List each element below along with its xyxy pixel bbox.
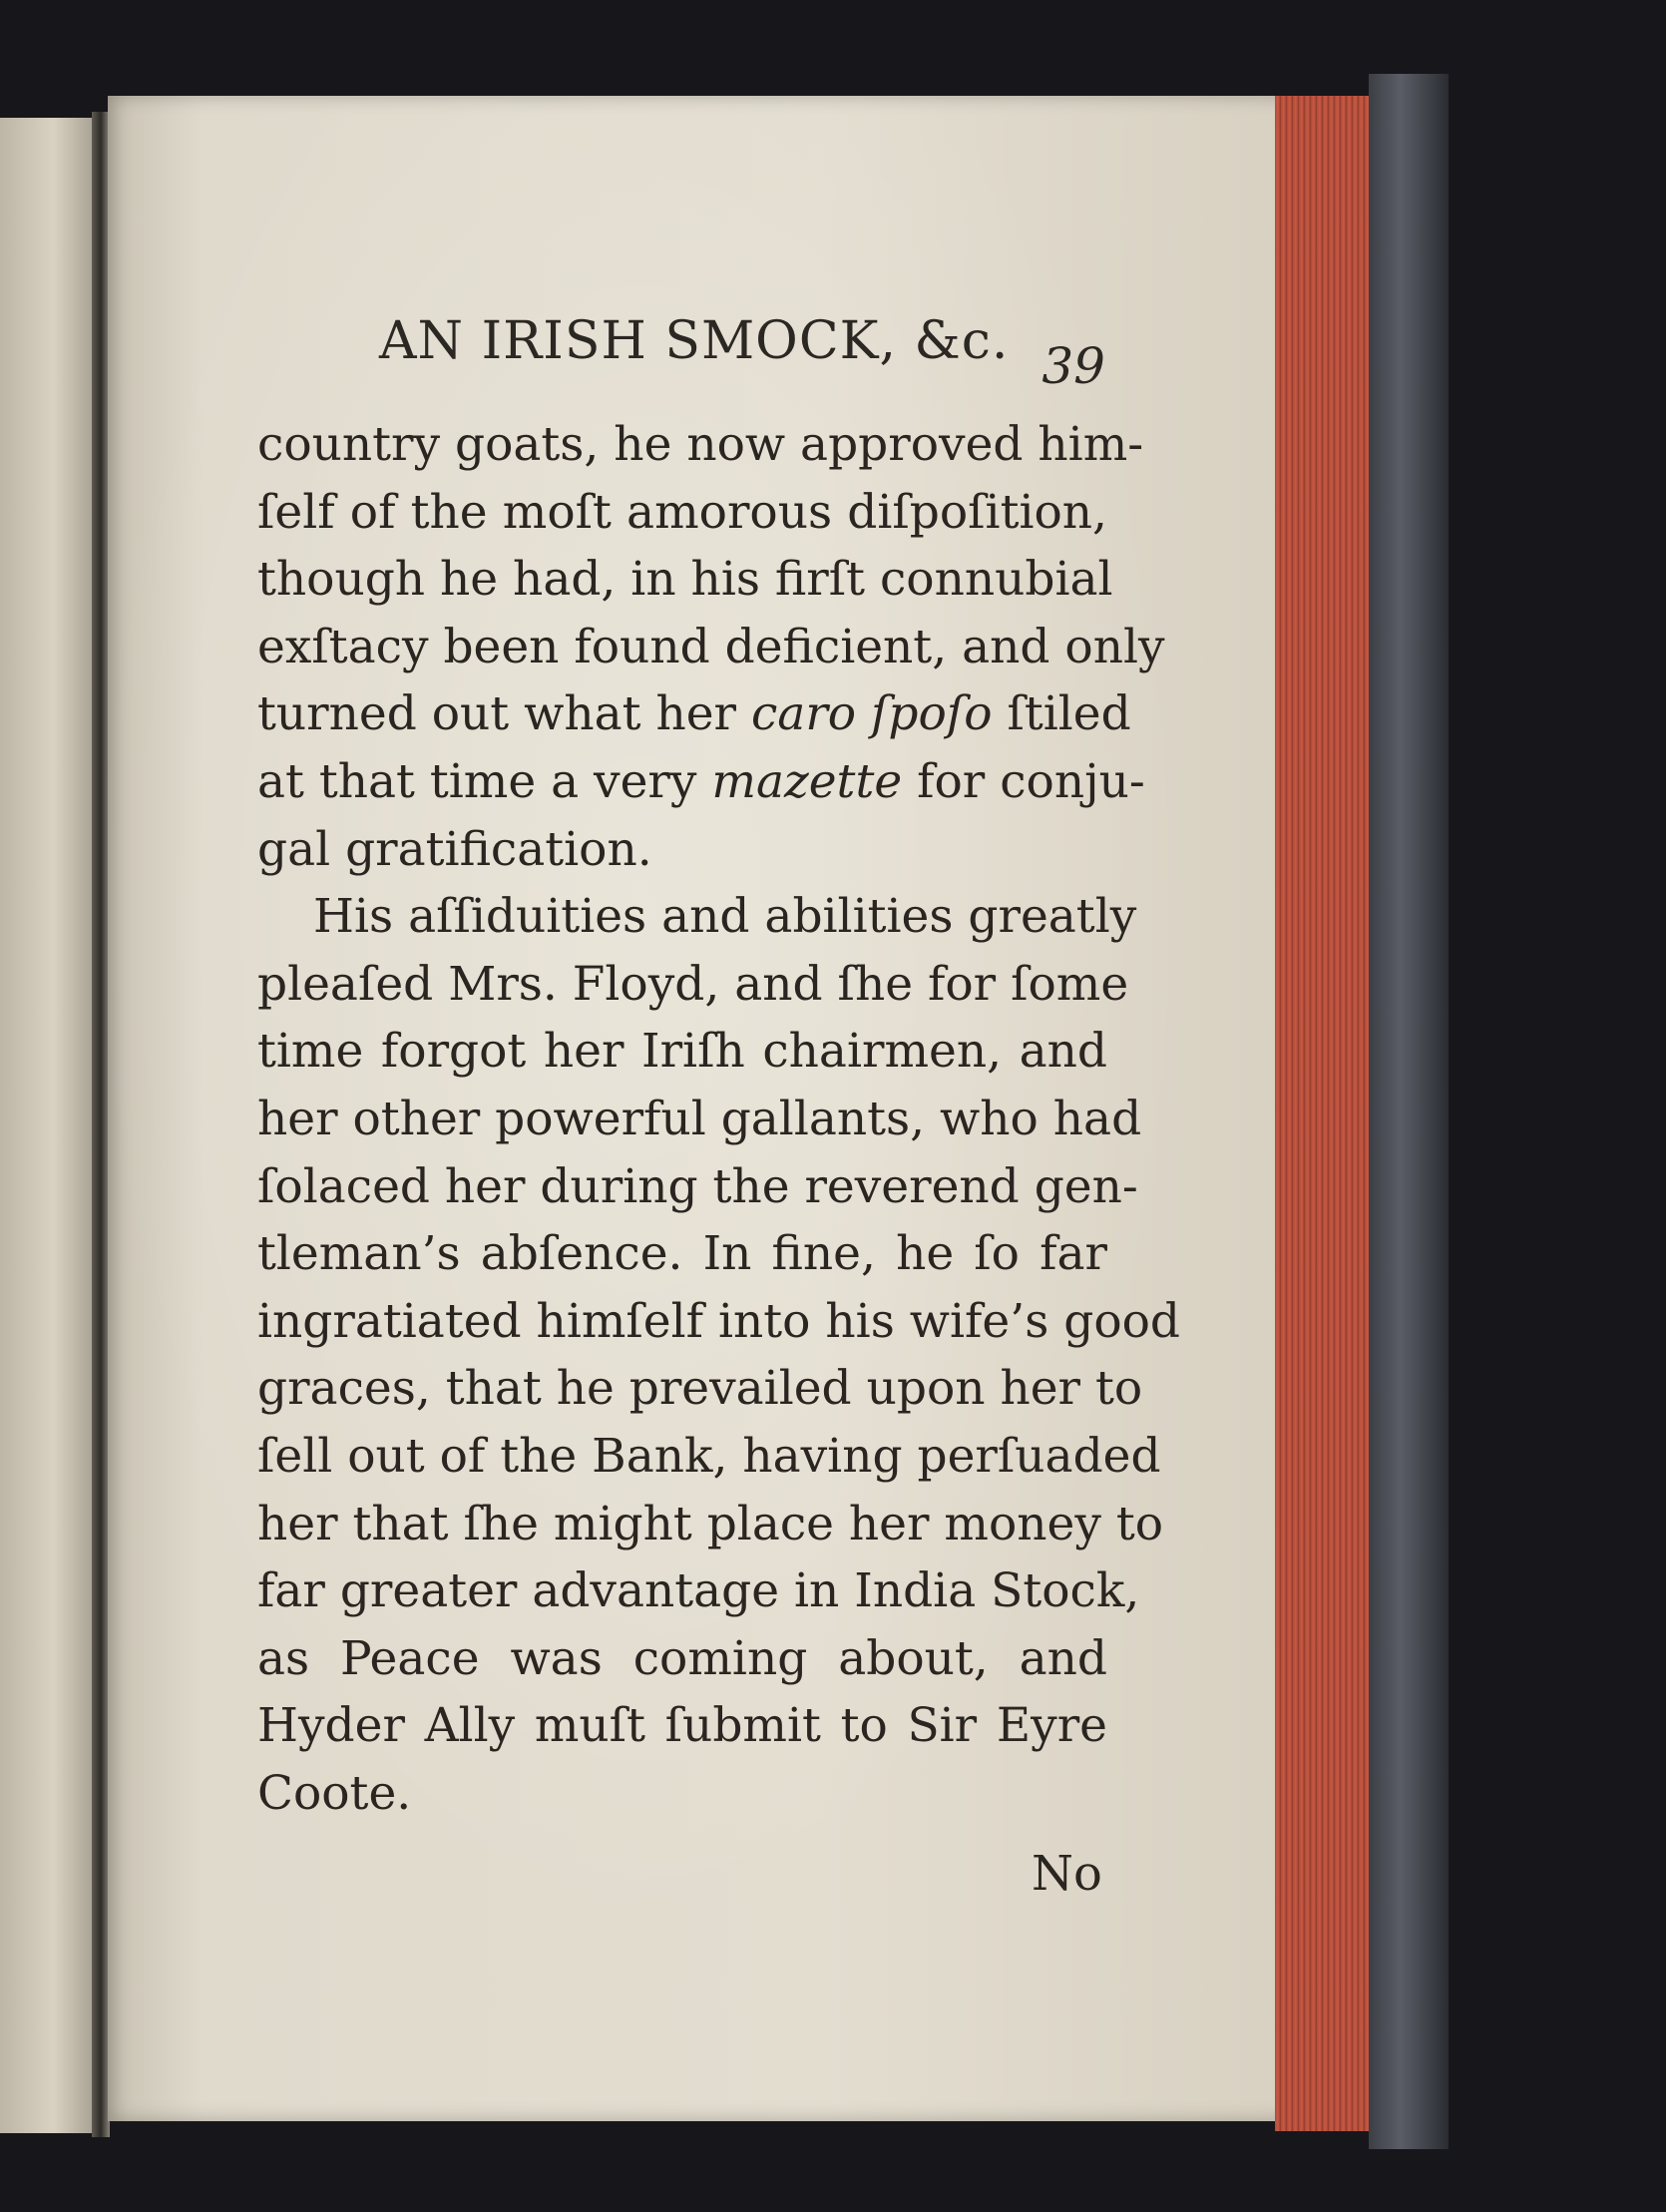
page-number: 39 xyxy=(1041,337,1105,395)
text-line: time forgot her Iriſh chairmen, and xyxy=(257,1024,1107,1080)
text-line: country goats, he now approved him- xyxy=(257,417,1144,472)
book-cover-board xyxy=(1369,74,1449,2149)
catchword: No xyxy=(1032,1846,1102,1902)
text-segment: ſtiled xyxy=(992,686,1131,742)
body-text xyxy=(257,411,1181,1827)
red-page-edges xyxy=(1275,96,1371,2131)
text-line: pleaſed Mrs. Floyd, and ſhe for ſome xyxy=(257,956,1129,1012)
italic-phrase: caro ſpoſo xyxy=(750,686,993,742)
text-line: ingratiated himſelf into his wife’s good xyxy=(257,1293,1181,1349)
text-line: her that ſhe might place her money to xyxy=(257,1496,1164,1551)
text-line: exſtacy been found deficient, and only xyxy=(257,619,1165,674)
text-line: her other powerful gallants, who had xyxy=(257,1091,1142,1146)
text-line: graces, that he prevailed upon her to xyxy=(257,1361,1143,1417)
text-line: far greater advantage in India Stock, xyxy=(257,1563,1140,1619)
text-line xyxy=(257,680,1131,748)
text-line: as Peace was coming about, and xyxy=(257,1630,1107,1686)
text-line: tleman’s abſence. In fine, he ſo far xyxy=(257,1226,1107,1282)
text-segment: turned out what her xyxy=(257,686,751,742)
text-line: Hyder Ally muſt ſubmit to Sir Eyre xyxy=(257,1698,1107,1754)
italic-phrase: mazette xyxy=(711,753,903,809)
text-line: ſolaced her during the reverend gen- xyxy=(257,1158,1138,1214)
text-line: His aſſiduities and abilities greatly xyxy=(313,889,1137,945)
text-line: though he had, in his firſt connubial xyxy=(257,552,1113,608)
left-page-edge xyxy=(0,118,98,2133)
text-segment: for conju- xyxy=(902,753,1145,809)
text-line: ſelf of the moſt amorous diſpoſition, xyxy=(257,484,1107,540)
text-line: ſell out of the Bank, having perſuaded xyxy=(257,1428,1161,1484)
page-header xyxy=(379,311,1117,395)
text-line xyxy=(257,748,1145,816)
text-segment: at that time a very xyxy=(257,753,712,809)
text-line: gal gratification. xyxy=(257,821,652,877)
text-line: Coote. xyxy=(257,1765,412,1821)
running-title: AN IRISH SMOCK, &c. xyxy=(379,311,1010,371)
